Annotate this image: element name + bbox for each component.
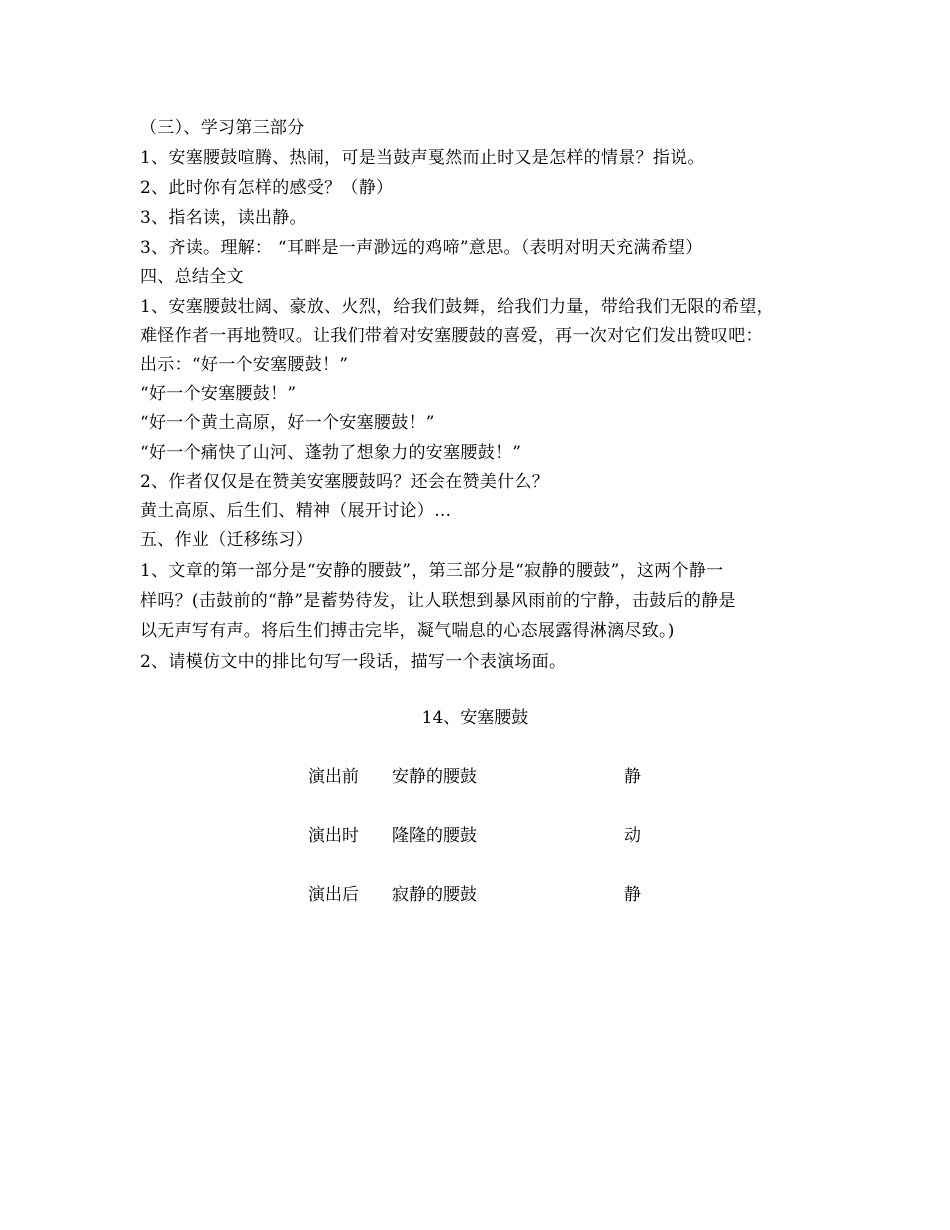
paragraph-line: 1、文章的第一部分是“安静的腰鼓”，第三部分是“寂静的腰鼓”，这两个静一	[140, 561, 724, 581]
paragraph-line: 难怪作者一再地赞叹。让我们带着对安塞腰鼓的喜爱，再一次对它们发出赞叹吧：	[140, 326, 763, 346]
paragraph-line: 3、指名读，读出静。	[140, 208, 307, 228]
paragraph-line: “好一个黄土高原，好一个安塞腰鼓！”	[140, 413, 435, 433]
section-heading: 四、总结全文	[140, 267, 244, 287]
paragraph-line: 1、安塞腰鼓喧腾、热闹，可是当鼓声戛然而止时又是怎样的情景？指说。	[140, 148, 705, 168]
board-stage: 演出时	[308, 826, 359, 846]
paragraph-line: 2、作者仅仅是在赞美安塞腰鼓吗？还会在赞美什么？	[140, 472, 550, 492]
paragraph-line: 黄土高原、后生们、精神（展开讨论）…	[140, 501, 452, 521]
board-desc: 寂静的腰鼓	[392, 885, 477, 905]
board-stage: 演出后	[308, 885, 359, 905]
board-title: 14、安塞腰鼓	[421, 708, 529, 728]
board-mood: 动	[624, 826, 641, 846]
paragraph-line: 3、齐读。理解： “耳畔是一声渺远的鸡啼”意思。（表明对明天充满希望）	[140, 238, 703, 258]
paragraph-line: 2、此时你有怎样的感受？（静）	[140, 178, 394, 198]
paragraph-line: 出示：“好一个安塞腰鼓！”	[140, 355, 349, 375]
paragraph-line: “好一个痛快了山河、蓬勃了想象力的安塞腰鼓！”	[140, 443, 522, 463]
paragraph-line: 2、请模仿文中的排比句写一段话，描写一个表演场面。	[140, 652, 567, 672]
paragraph-line: “好一个安塞腰鼓！”	[140, 384, 297, 404]
board-mood: 静	[624, 767, 641, 787]
paragraph-line: 1、安塞腰鼓壮阔、豪放、火烈，给我们鼓舞，给我们力量，带给我们无限的希望，	[140, 297, 774, 317]
paragraph-line: 样吗？(击鼓前的“静”是蓄势待发，让人联想到暴风雨前的宁静，击鼓后的静是	[140, 591, 736, 611]
board-desc: 隆隆的腰鼓	[392, 826, 477, 846]
board-desc: 安静的腰鼓	[392, 767, 477, 787]
section-heading: 五、作业（迁移练习）	[140, 530, 313, 550]
section-heading: （三）、学习第三部分	[140, 118, 305, 138]
paragraph-line: 以无声写有声。将后生们搏击完毕，凝气喘息的心态展露得淋漓尽致。)	[140, 621, 675, 641]
board-mood: 静	[624, 885, 641, 905]
board-stage: 演出前	[308, 767, 359, 787]
